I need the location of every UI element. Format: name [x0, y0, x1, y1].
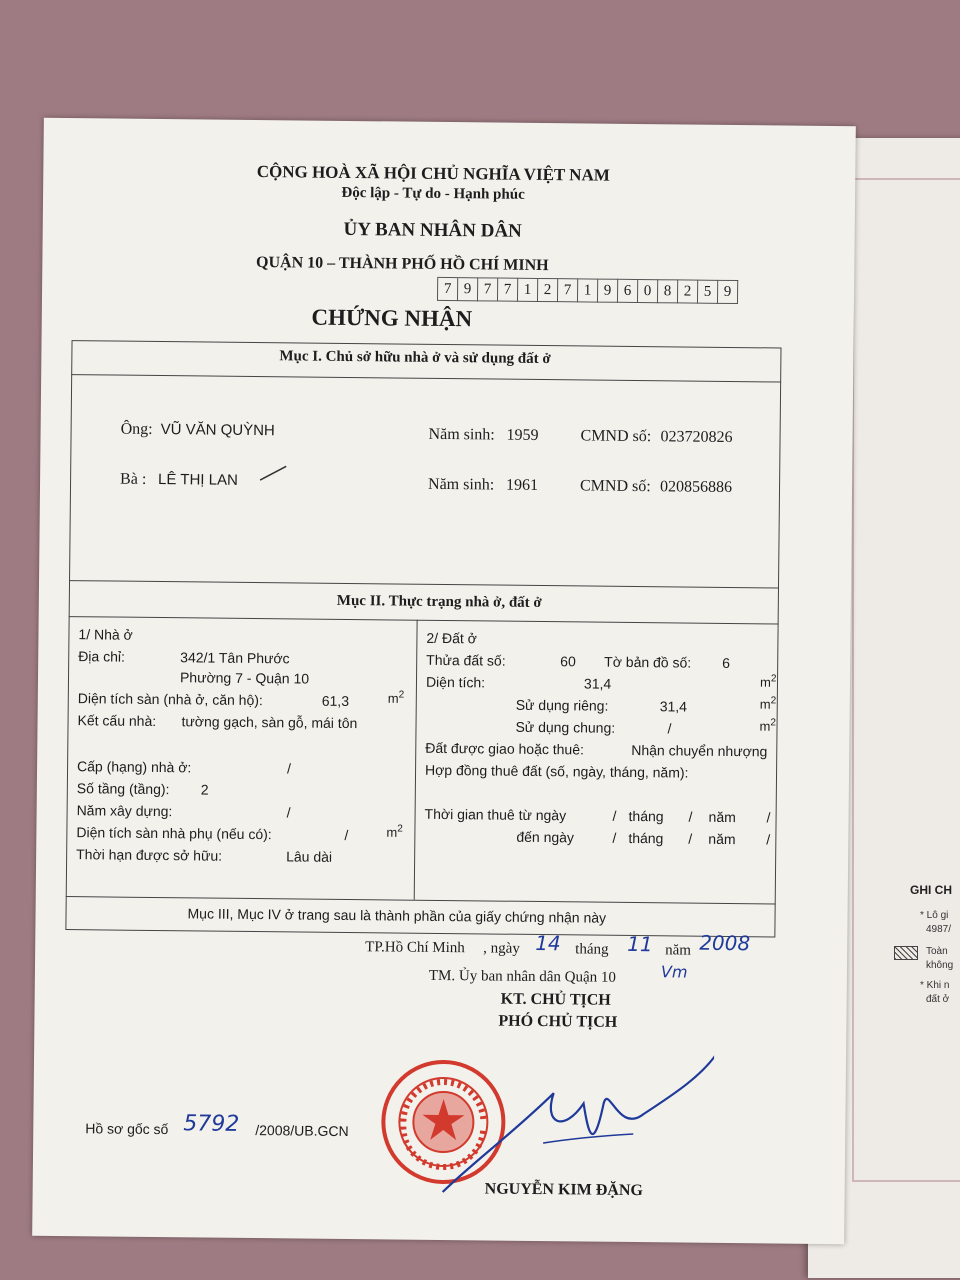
- grade-value: /: [286, 760, 292, 777]
- year-label: năm: [708, 808, 736, 826]
- signer-title-1: KT. CHỦ TỊCH: [500, 990, 611, 1009]
- serial-digit: 9: [718, 280, 738, 304]
- serial-number: [437, 277, 738, 304]
- signer-title-2: PHÓ CHỦ TỊCH: [498, 1012, 618, 1031]
- slash: /: [766, 809, 771, 826]
- slash: /: [688, 808, 693, 825]
- handwritten-file-number: 5792: [183, 1111, 240, 1137]
- floors-label: Số tầng (tầng):: [76, 780, 170, 798]
- floors-value: 2: [200, 781, 209, 798]
- house-title: 1/ Nhà ở: [78, 626, 133, 643]
- address-label: Địa chỉ:: [78, 648, 126, 665]
- file-ref-suffix: /2008/UB.GCN: [255, 1122, 349, 1140]
- floor-area-label: Diện tích sàn (nhà ở, căn hộ):: [77, 690, 263, 709]
- month-label: tháng: [628, 807, 664, 825]
- serial-digit: 9: [598, 279, 618, 303]
- id-label: CMND số:: [579, 477, 651, 496]
- area-value: 31,4: [583, 675, 612, 692]
- serial-digit: 5: [698, 280, 718, 304]
- build-year-value: /: [286, 804, 291, 821]
- certificate-title: CHỨNG NHẬN: [311, 304, 473, 332]
- birth-label: Năm sinh:: [428, 425, 495, 444]
- unit-m2: $m^2$: [759, 673, 777, 690]
- slash: /: [766, 831, 771, 848]
- right-page-line: * Lô gi: [920, 910, 949, 921]
- right-page-line: 4987/: [926, 924, 952, 935]
- birth-year: 1959: [506, 426, 539, 444]
- owner-prefix: Ông:: [120, 420, 153, 438]
- structure-label: Kết cấu nhà:: [77, 712, 157, 729]
- assigned-value: Nhận chuyển nhượng: [631, 741, 768, 760]
- private-use-value: 31,4: [659, 698, 688, 715]
- unit-m2: $m^2$: [386, 823, 403, 840]
- certificate-page: [32, 118, 856, 1244]
- right-page-line: Toàn: [926, 946, 948, 957]
- serial-digit: 2: [678, 279, 698, 303]
- signing-place: TP.Hồ Chí Minh: [365, 939, 465, 957]
- map-label: Tờ bản đồ số:: [604, 653, 692, 671]
- build-year-label: Năm xây dựng:: [76, 802, 173, 820]
- id-number: 023720826: [660, 428, 733, 447]
- handwritten-year: 2008: [699, 930, 751, 956]
- footer-note: Mục III, Mục IV ở trang sau là thành phần của giấy chứng nhận này: [187, 905, 607, 926]
- term-value: Lâu dài: [286, 848, 333, 865]
- private-use-label: Sử dụng riêng:: [515, 696, 609, 714]
- slash: /: [612, 829, 617, 846]
- id-label: CMND số:: [580, 427, 652, 446]
- term-label: Thời hạn được sở hữu:: [76, 846, 223, 864]
- floor-area-value: 61,3: [321, 692, 350, 710]
- aux-area-value: /: [344, 826, 349, 844]
- section2-heading: Mục II. Thực trạng nhà ở, đất ở: [336, 592, 542, 612]
- plot-label: Thửa đất số:: [426, 651, 506, 669]
- serial-digit: 0: [638, 279, 658, 303]
- lease-from-label: Thời gian thuê từ ngày: [424, 805, 567, 824]
- birth-label: Năm sinh:: [427, 475, 495, 494]
- serial-digit: 8: [658, 279, 678, 303]
- unit-m2: $m^2$: [387, 689, 405, 706]
- right-page-line: không: [926, 960, 954, 971]
- map-value: 6: [722, 654, 731, 671]
- month-label: tháng: [575, 941, 609, 958]
- serial-digit: 1: [518, 278, 538, 302]
- address-line1: 342/1 Tân Phước: [180, 649, 290, 667]
- owner-name: VŨ VĂN QUỲNH: [160, 421, 275, 440]
- serial-digit: 9: [458, 277, 478, 301]
- unit-m2: $m^2$: [759, 717, 777, 734]
- owner-prefix: Bà :: [120, 470, 147, 488]
- lease-to-label: đến ngày: [516, 828, 575, 846]
- serial-digit: 7: [558, 278, 578, 302]
- address-line2: Phường 7 - Quận 10: [179, 669, 310, 687]
- right-page-line: đất ở: [926, 994, 950, 1005]
- check-mark-icon: [258, 464, 288, 482]
- lease-label: Hợp đồng thuê đất (số, ngày, tháng, năm):: [424, 761, 689, 781]
- assigned-label: Đất được giao hoặc thuê:: [425, 739, 585, 758]
- national-motto: Độc lập - Tự do - Hạnh phúc: [341, 184, 525, 203]
- signer-name: NGUYỄN KIM ĐẶNG: [484, 1180, 643, 1200]
- serial-digit: 1: [578, 278, 598, 302]
- year-label: năm: [665, 942, 692, 959]
- serial-digit: 7: [478, 277, 498, 301]
- serial-digit: 7: [437, 277, 458, 301]
- serial-digit: 2: [538, 278, 558, 302]
- serial-digit: 6: [618, 279, 638, 303]
- shared-use-value: /: [667, 720, 672, 737]
- month-label: tháng: [628, 829, 664, 847]
- section1-heading: Mục I. Chủ sở hữu nhà ở và sử dụng đất ở: [279, 348, 551, 368]
- area-label: Diện tích:: [425, 673, 486, 691]
- district-name: QUẬN 10 – THÀNH PHỐ HỒ CHÍ MINH: [255, 254, 549, 275]
- handwritten-day: 14: [535, 930, 561, 956]
- plot-value: 60: [560, 653, 576, 670]
- land-title: 2/ Đất ở: [426, 629, 477, 647]
- file-ref-label: Hồ sơ gốc số: [85, 1120, 169, 1138]
- right-page-heading: GHI CH: [910, 883, 952, 897]
- day-label: , ngày: [483, 940, 520, 957]
- right-page-frame: [852, 178, 960, 1182]
- id-number: 020856886: [659, 478, 733, 497]
- birth-year: 1961: [505, 476, 539, 494]
- slash: /: [688, 830, 693, 847]
- handwritten-month: 11: [627, 931, 653, 957]
- authority-name: ỦY BAN NHÂN DÂN: [343, 218, 522, 242]
- country-name: CỘNG HOÀ XÃ HỘI CHỦ NGHĨA VIỆT NAM: [256, 162, 610, 185]
- unit-m2: $m^2$: [759, 695, 777, 712]
- shared-use-label: Sử dụng chung:: [515, 718, 616, 736]
- aux-area-label: Diện tích sàn nhà phụ (nếu có):: [76, 824, 272, 843]
- hatch-legend-icon: [894, 946, 918, 960]
- owner-name: LÊ THỊ LAN: [158, 470, 238, 489]
- right-page-line: * Khi n: [920, 980, 950, 991]
- year-label: năm: [708, 830, 736, 848]
- slash: /: [612, 807, 617, 824]
- structure-value: tường gạch, sàn gỗ, mái tôn: [181, 713, 358, 732]
- grade-label: Cấp (hạng) nhà ở:: [77, 758, 192, 776]
- on-behalf-of: TM. Ủy ban nhân dân Quận 10: [428, 967, 617, 986]
- handwritten-initials: Vm: [660, 962, 688, 982]
- serial-digit: 7: [498, 278, 518, 302]
